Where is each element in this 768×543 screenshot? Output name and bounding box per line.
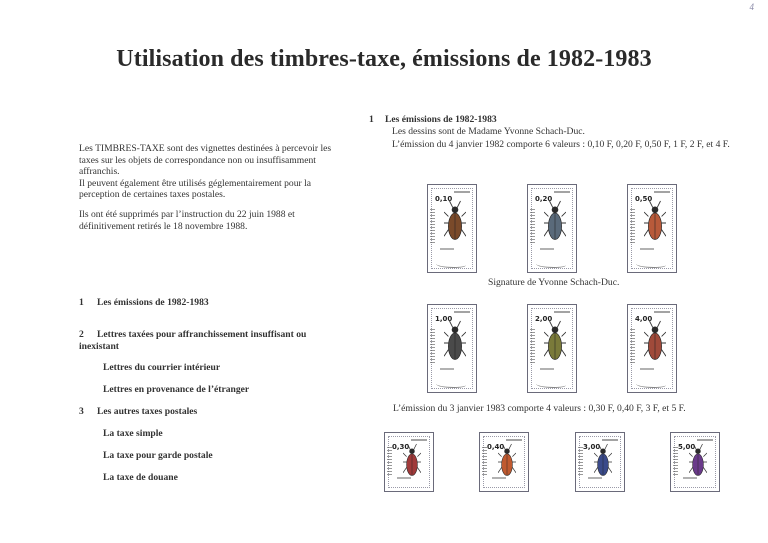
signature-icon <box>636 381 666 388</box>
stamp <box>479 432 529 492</box>
section-emission-1982: L’émission du 4 janvier 1982 comporte 6 valeurs : 0,10 F, 0,20 F, 0,50 F, 1 F, 2 F, et 4 F. <box>392 138 730 150</box>
beetle-icon <box>689 442 707 482</box>
beetle-icon <box>444 317 466 369</box>
stamp <box>427 304 477 393</box>
signature-icon <box>436 261 466 268</box>
stamp <box>527 184 577 273</box>
toc-subitem-etranger <box>103 384 249 395</box>
stamp-top-inscription <box>454 191 470 193</box>
stamp-value: 0,10 <box>435 195 453 203</box>
stamp-side-inscription <box>530 209 535 243</box>
stamp-side-inscription <box>630 329 635 363</box>
emission-1983-caption: L’émission du 3 janvier 1983 comporte 4 valeurs : 0,30 F, 0,40 F, 3 F, et 5 F. <box>393 403 686 414</box>
stamp-top-inscription <box>554 191 570 193</box>
toc-label: Les émissions de 1982-1983 <box>97 297 209 308</box>
stamp-top-inscription <box>654 191 670 193</box>
stamp-side-inscription <box>630 209 635 243</box>
stamp-value: 0,20 <box>535 195 553 203</box>
stamp-top-inscription <box>554 311 570 313</box>
signature-icon <box>436 381 466 388</box>
stamp <box>670 432 720 492</box>
toc-label: Lettres taxées pour affranchissement insuffisant ou inexistant <box>79 329 307 352</box>
toc-item-1 <box>79 297 209 308</box>
section-designer-line: Les dessins sont de Madame Yvonne Schach-Duc. <box>392 126 585 138</box>
toc-number: 1 <box>79 297 84 308</box>
stamp-value: 1,00 <box>435 315 453 323</box>
beetle-icon <box>644 197 666 249</box>
toc-label: Lettres du courrier intérieur <box>103 362 221 373</box>
stamp-top-inscription <box>697 439 713 441</box>
stamp-value: 2,00 <box>535 315 553 323</box>
page-title: Utilisation des timbres-taxe, émissions de 1982-1983 <box>116 46 652 72</box>
stamp-top-inscription <box>454 311 470 313</box>
stamp-side-inscription <box>673 447 678 475</box>
beetle-icon <box>544 197 566 249</box>
stamp-side-inscription <box>430 329 435 363</box>
toc-label: La taxe pour garde postale <box>103 450 213 461</box>
stamp-side-inscription <box>530 329 535 363</box>
toc-label: Lettres en provenance de l’étranger <box>103 384 250 395</box>
stamp-top-inscription <box>411 439 427 441</box>
stamp-value: 0,30 <box>392 443 410 451</box>
toc-subitem-taxe-simple <box>103 428 163 439</box>
stamp-value: 4,00 <box>635 315 653 323</box>
stamp <box>627 184 677 273</box>
section-number: 1 <box>369 114 374 125</box>
intro-paragraph-2: Il peuvent également être utilisés géglementairement pour la perception de certaines taxes postales. <box>79 177 312 201</box>
beetle-icon <box>403 442 421 482</box>
beetle-icon <box>644 317 666 369</box>
signature-icon <box>536 381 566 388</box>
intro-paragraph-1: Les TIMBRES-TAXE sont des vignettes destinées à percevoir les taxes sur les objets de correspondance non ou insuffisamment affranchis. <box>79 143 332 178</box>
stamp <box>527 304 577 393</box>
stamp-top-inscription <box>654 311 670 313</box>
toc-subitem-garde-postale <box>103 450 213 461</box>
toc-item-3 <box>79 406 197 417</box>
toc-item-2 <box>79 329 344 353</box>
signature-icon <box>536 261 566 268</box>
stamp-side-inscription <box>430 209 435 243</box>
stamp-side-inscription <box>387 447 392 475</box>
stamp-side-inscription <box>578 447 583 475</box>
stamp <box>575 432 625 492</box>
signature-icon <box>636 261 666 268</box>
toc-label: Les autres taxes postales <box>97 406 198 417</box>
beetle-icon <box>594 442 612 482</box>
stamp <box>627 304 677 393</box>
toc-number: 3 <box>79 406 84 417</box>
beetle-icon <box>498 442 516 482</box>
page-number: 4 <box>749 2 754 12</box>
intro-paragraph-3: Ils ont été supprimés par l’instruction du 22 juin 1988 et définitivement retirés le 18 novembre 1988. <box>79 208 295 232</box>
beetle-icon <box>544 317 566 369</box>
toc-label: La taxe de douane <box>103 472 178 483</box>
stamp <box>384 432 434 492</box>
stamp-side-inscription <box>482 447 487 475</box>
toc-subitem-douane <box>103 472 178 483</box>
toc-number: 2 <box>79 329 84 340</box>
beetle-icon <box>444 197 466 249</box>
signature-caption: Signature de Yvonne Schach-Duc. <box>488 277 620 288</box>
section-heading-label: Les émissions de 1982-1983 <box>385 114 497 125</box>
stamp-top-inscription <box>506 439 522 441</box>
toc-subitem-courrier-interieur <box>103 362 220 373</box>
stamp-value: 0,50 <box>635 195 653 203</box>
stamp-value: 0,40 <box>487 443 505 451</box>
section-emissions <box>369 114 739 151</box>
stamp-value: 5,00 <box>678 443 696 451</box>
intro-text <box>79 143 339 240</box>
stamp <box>427 184 477 273</box>
stamp-top-inscription <box>602 439 618 441</box>
toc-label: La taxe simple <box>103 428 163 439</box>
stamp-value: 3,00 <box>583 443 601 451</box>
section-heading <box>369 114 739 126</box>
